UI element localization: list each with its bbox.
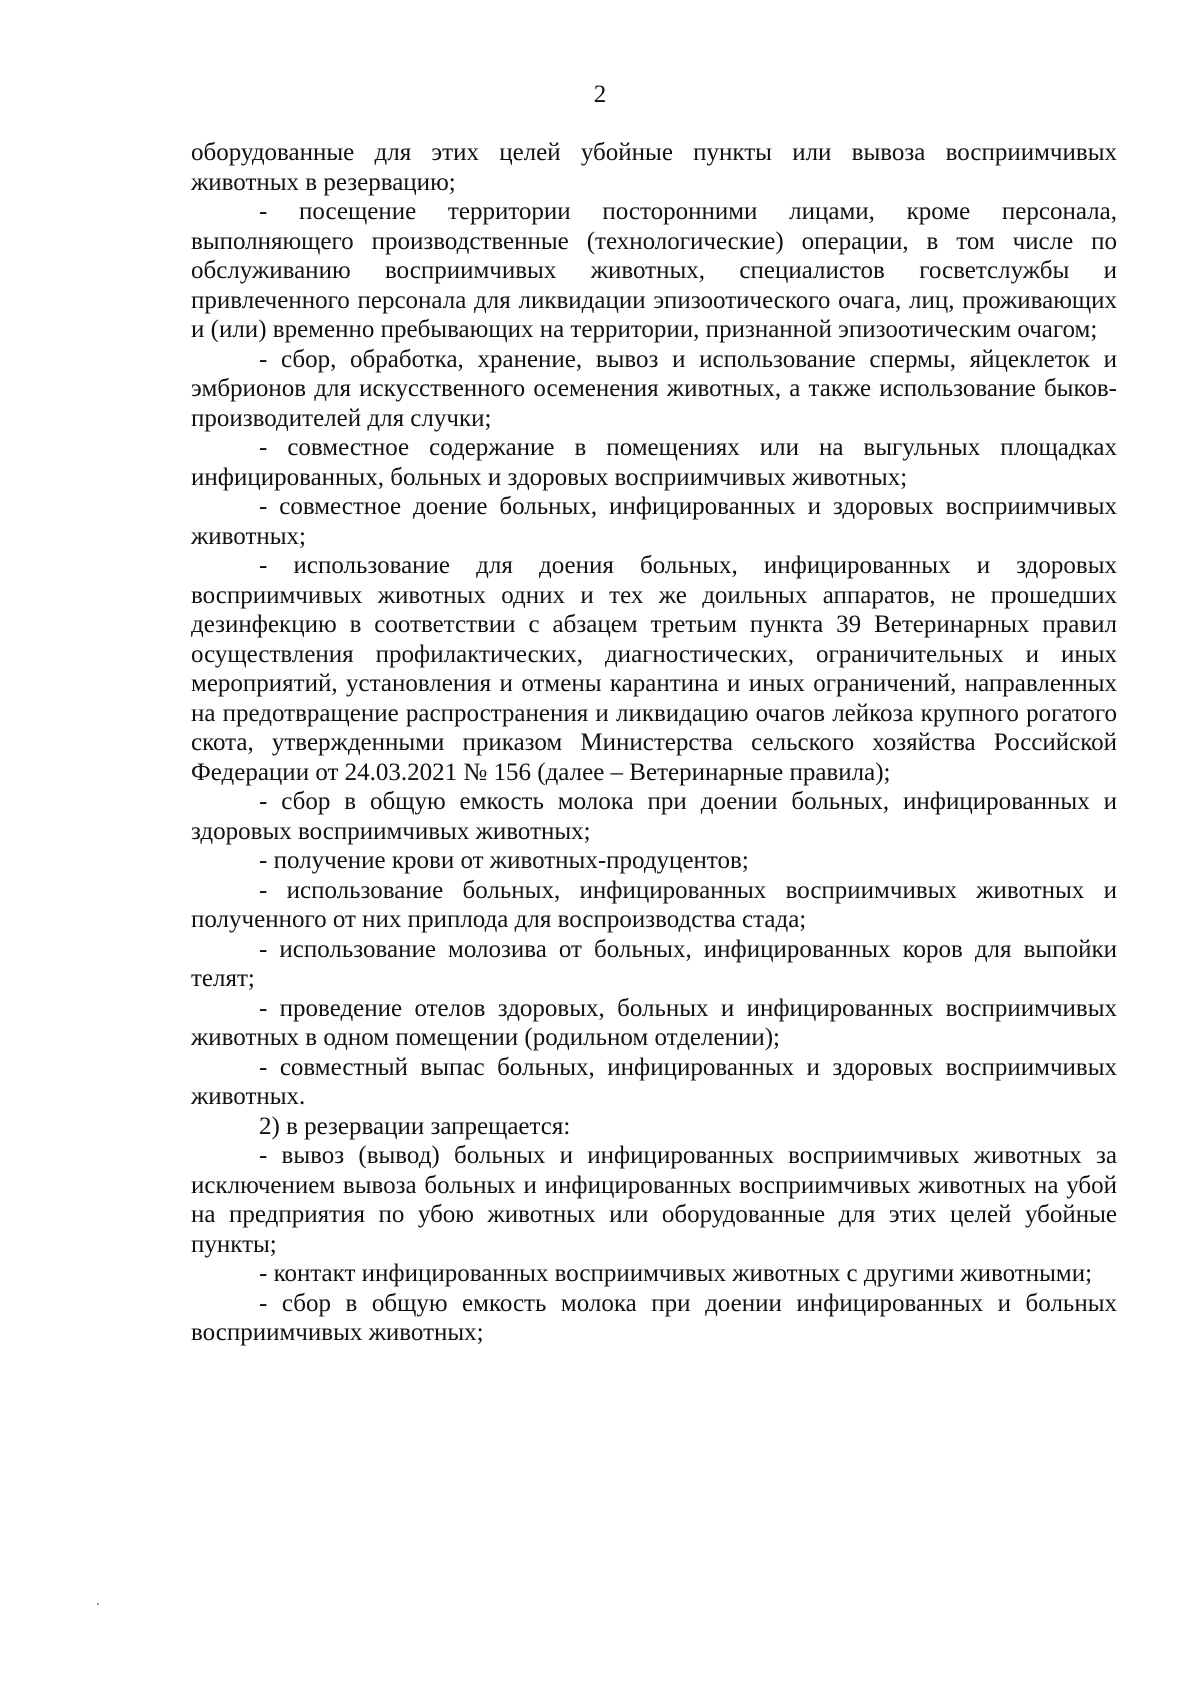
paragraph-milk-collection-ban: - сбор в общую емкость молока при доении больных, инфицированных и здоровых восприимчивых животных; <box>191 788 1117 845</box>
paragraph-milking-equipment-ban: - использование для доения больных, инфицированных и здоровых восприимчивых животных одних и тех же доильных аппаратов, не прошедших дезинфекцию в соответствии с абзацем третьим пункта 39 Ветеринарных правил осуществления профилактических, диагностических, ограничительных и иных мероприятий, установления и отмены карантина и иных ограничений, направленных на предотвращение распространения и ликвидацию очагов лейкоза крупного рогатого скота, утвержденными приказом Министерства сельского хозяйства Российской Федерации от 24.03.2021 № 156 (далее – Ветеринарные правила); <box>191 552 1117 786</box>
paragraph-joint-milking-ban: - совместное доение больных, инфицированных и здоровых восприимчивых животных; <box>191 493 1117 550</box>
paragraph-removal-ban: - вывоз (вывод) больных и инфицированных восприимчивых животных за исключением вывоза больных и инфицированных восприимчивых животных на убой на предприятия по убою животных или оборудованные для этих целей убойные пункты; <box>191 1142 1117 1258</box>
paragraph-contact-ban: - контакт инфицированных восприимчивых животных с другими животными; <box>259 1260 1093 1287</box>
paragraph-joint-housing-ban: - совместное содержание в помещениях или на выгульных площадках инфицированных, больных и здоровых восприимчивых животных; <box>191 434 1117 491</box>
scan-speck <box>97 1603 99 1605</box>
paragraph-visitors-ban: - посещение территории посторонними лицами, кроме персонала, выполняющего производственные (технологические) операции, в том числе по обслуживанию восприимчивых животных, специалистов госветслужбы и привлеченного персонала для ликвидации эпизоотического очага, лиц, проживающих и (или) временно пребывающих на территории, признанной эпизоотическим очагом; <box>191 198 1117 343</box>
paragraph-joint-grazing-ban: - совместный выпас больных, инфицированных и здоровых восприимчивых животных. <box>191 1053 1117 1110</box>
paragraph-calving-ban: - проведение отелов здоровых, больных и инфицированных восприимчивых животных в одном помещении (родильном отделении); <box>191 994 1117 1051</box>
paragraph-semen-collection-ban: - сбор, обработка, хранение, вывоз и использование спермы, яйцеклеток и эмбрионов для искусственного осеменения животных, а также использование быков-производителей для случки; <box>191 345 1117 432</box>
document-body <box>191 138 1117 1348</box>
paragraph-continuation: оборудованные для этих целей убойные пункты или вывоза восприимчивых животных в резервацию; <box>191 139 1117 196</box>
paragraph-reproduction-ban: - использование больных, инфицированных восприимчивых животных и полученного от них приплода для воспроизводства стада; <box>191 876 1117 933</box>
paragraph-milk-collection-reservation-ban: - сбор в общую емкость молока при доении инфицированных и больных восприимчивых животных; <box>191 1289 1117 1346</box>
page-number: 2 <box>593 81 607 108</box>
paragraph-reservation-heading: 2) в резервации запрещается: <box>259 1112 571 1140</box>
paragraph-colostrum-ban: - использование молозива от больных, инфицированных коров для выпойки телят; <box>191 935 1117 992</box>
paragraph-blood-collection-ban: - получение крови от животных-продуцентов; <box>259 847 749 874</box>
